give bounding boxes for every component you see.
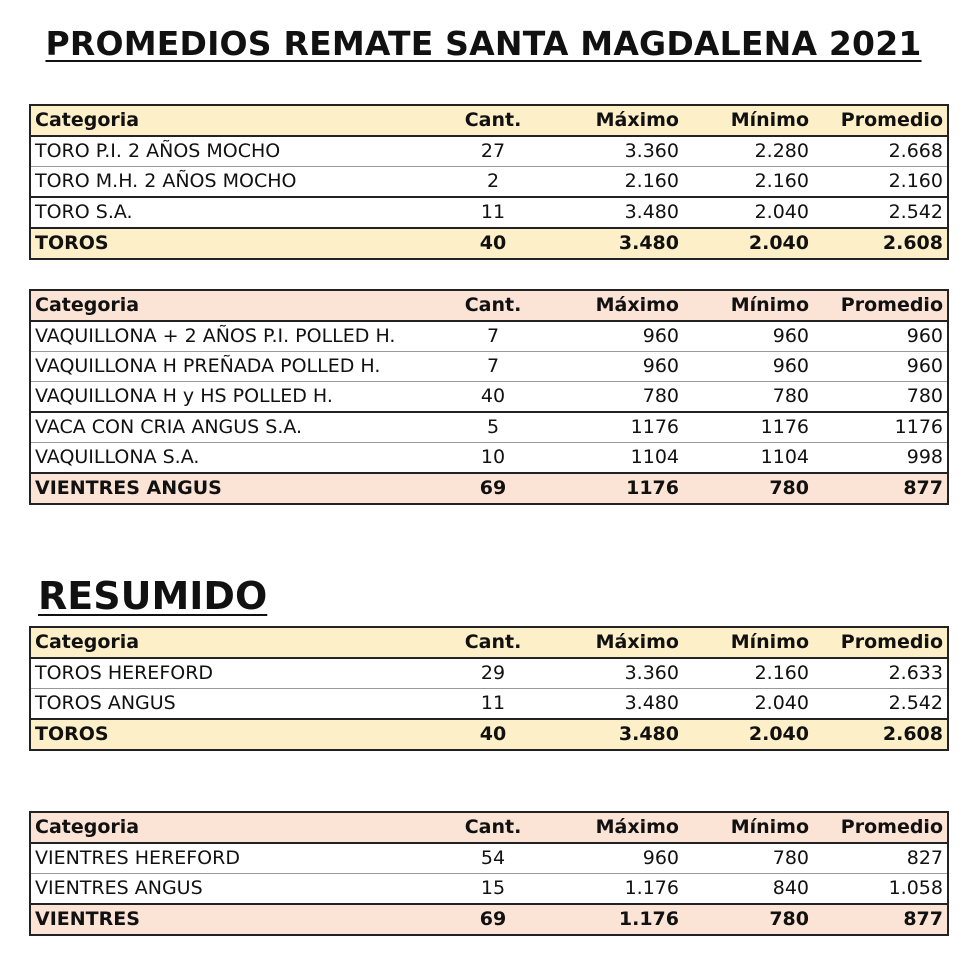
- cell-promedio: 827: [813, 843, 948, 874]
- table-header: [30, 290, 948, 321]
- total-cant: 40: [428, 228, 558, 259]
- cell-promedio: 2.542: [813, 197, 948, 228]
- cell-promedio: 2.160: [813, 167, 948, 198]
- total-row: [30, 473, 948, 504]
- cell-promedio: 2.633: [813, 658, 948, 689]
- table-resumido-vientres: [29, 811, 949, 936]
- cell-promedio: 960: [813, 321, 948, 352]
- cell-categoria: VAQUILLONA H y HS POLLED H.: [30, 382, 428, 413]
- cell-maximo: 960: [558, 321, 683, 352]
- table-vientres-angus: [29, 289, 949, 505]
- cell-maximo: 3.360: [558, 658, 683, 689]
- header-categoria: Categoria: [30, 105, 428, 136]
- header-promedio: Promedio: [813, 812, 948, 843]
- cell-maximo: 1104: [558, 443, 683, 474]
- header-minimo: Mínimo: [683, 627, 813, 658]
- cell-minimo: 2.160: [683, 658, 813, 689]
- cell-categoria: VIENTRES ANGUS: [30, 874, 428, 905]
- total-minimo: 2.040: [683, 719, 813, 750]
- header-categoria: Categoria: [30, 627, 428, 658]
- header-categoria: Categoria: [30, 290, 428, 321]
- total-promedio: 877: [813, 473, 948, 504]
- cell-cant: 7: [428, 352, 558, 382]
- cell-minimo: 2.040: [683, 197, 813, 228]
- cell-minimo: 840: [683, 874, 813, 905]
- table-row: [30, 197, 948, 228]
- total-promedio: 2.608: [813, 719, 948, 750]
- cell-minimo: 2.040: [683, 689, 813, 720]
- cell-categoria: VAQUILLONA H PREÑADA POLLED H.: [30, 352, 428, 382]
- cell-cant: 10: [428, 443, 558, 474]
- total-row: [30, 228, 948, 259]
- header-minimo: Mínimo: [683, 812, 813, 843]
- table-header: [30, 105, 948, 136]
- cell-categoria: TOROS HEREFORD: [30, 658, 428, 689]
- total-maximo: 1.176: [558, 904, 683, 935]
- cell-cant: 40: [428, 382, 558, 413]
- cell-maximo: 960: [558, 843, 683, 874]
- table-row: [30, 167, 948, 198]
- header-minimo: Mínimo: [683, 290, 813, 321]
- header-cant: Cant.: [428, 812, 558, 843]
- cell-cant: 11: [428, 197, 558, 228]
- header-promedio: Promedio: [813, 290, 948, 321]
- header-maximo: Máximo: [558, 627, 683, 658]
- total-cant: 40: [428, 719, 558, 750]
- cell-cant: 15: [428, 874, 558, 905]
- cell-maximo: 3.360: [558, 136, 683, 167]
- table-row: [30, 443, 948, 474]
- total-categoria: VIENTRES ANGUS: [30, 473, 428, 504]
- total-categoria: TOROS: [30, 719, 428, 750]
- table-header: [30, 812, 948, 843]
- header-maximo: Máximo: [558, 812, 683, 843]
- cell-categoria: TORO S.A.: [30, 197, 428, 228]
- table-resumido-toros: [29, 626, 949, 751]
- total-categoria: VIENTRES: [30, 904, 428, 935]
- cell-categoria: VAQUILLONA S.A.: [30, 443, 428, 474]
- table-row: [30, 321, 948, 352]
- cell-categoria: TORO M.H. 2 AÑOS MOCHO: [30, 167, 428, 198]
- cell-cant: 2: [428, 167, 558, 198]
- cell-minimo: 1104: [683, 443, 813, 474]
- cell-minimo: 2.160: [683, 167, 813, 198]
- total-maximo: 3.480: [558, 719, 683, 750]
- header-promedio: Promedio: [813, 105, 948, 136]
- total-cant: 69: [428, 904, 558, 935]
- cell-categoria: VACA CON CRIA ANGUS S.A.: [30, 412, 428, 443]
- total-maximo: 1176: [558, 473, 683, 504]
- cell-maximo: 2.160: [558, 167, 683, 198]
- cell-maximo: 3.480: [558, 689, 683, 720]
- cell-categoria: VIENTRES HEREFORD: [30, 843, 428, 874]
- cell-promedio: 1176: [813, 412, 948, 443]
- cell-promedio: 1.058: [813, 874, 948, 905]
- cell-promedio: 780: [813, 382, 948, 413]
- cell-maximo: 960: [558, 352, 683, 382]
- cell-promedio: 960: [813, 352, 948, 382]
- cell-cant: 5: [428, 412, 558, 443]
- cell-minimo: 1176: [683, 412, 813, 443]
- total-row: [30, 719, 948, 750]
- cell-cant: 29: [428, 658, 558, 689]
- total-promedio: 2.608: [813, 228, 948, 259]
- cell-minimo: 2.280: [683, 136, 813, 167]
- table-row: [30, 352, 948, 382]
- total-cant: 69: [428, 473, 558, 504]
- cell-maximo: 1.176: [558, 874, 683, 905]
- section-title: RESUMIDO: [38, 574, 268, 618]
- cell-minimo: 780: [683, 843, 813, 874]
- cell-minimo: 780: [683, 382, 813, 413]
- header-cant: Cant.: [428, 627, 558, 658]
- cell-cant: 11: [428, 689, 558, 720]
- cell-categoria: VAQUILLONA + 2 AÑOS P.I. POLLED H.: [30, 321, 428, 352]
- total-maximo: 3.480: [558, 228, 683, 259]
- header-maximo: Máximo: [558, 290, 683, 321]
- cell-minimo: 960: [683, 321, 813, 352]
- total-promedio: 877: [813, 904, 948, 935]
- cell-cant: 27: [428, 136, 558, 167]
- table-row: [30, 689, 948, 720]
- table-row: [30, 382, 948, 413]
- cell-minimo: 960: [683, 352, 813, 382]
- cell-cant: 7: [428, 321, 558, 352]
- cell-maximo: 1176: [558, 412, 683, 443]
- cell-cant: 54: [428, 843, 558, 874]
- total-minimo: 780: [683, 904, 813, 935]
- cell-promedio: 998: [813, 443, 948, 474]
- cell-maximo: 780: [558, 382, 683, 413]
- table-row: [30, 874, 948, 905]
- header-promedio: Promedio: [813, 627, 948, 658]
- header-cant: Cant.: [428, 105, 558, 136]
- total-categoria: TOROS: [30, 228, 428, 259]
- total-row: [30, 904, 948, 935]
- page-title: PROMEDIOS REMATE SANTA MAGDALENA 2021: [45, 24, 922, 63]
- cell-promedio: 2.542: [813, 689, 948, 720]
- total-minimo: 2.040: [683, 228, 813, 259]
- cell-categoria: TORO P.I. 2 AÑOS MOCHO: [30, 136, 428, 167]
- table-toros: [29, 104, 949, 260]
- table-row: [30, 136, 948, 167]
- cell-categoria: TOROS ANGUS: [30, 689, 428, 720]
- table-header: [30, 627, 948, 658]
- header-minimo: Mínimo: [683, 105, 813, 136]
- table-row: [30, 658, 948, 689]
- header-maximo: Máximo: [558, 105, 683, 136]
- header-categoria: Categoria: [30, 812, 428, 843]
- table-row: [30, 843, 948, 874]
- cell-promedio: 2.668: [813, 136, 948, 167]
- total-minimo: 780: [683, 473, 813, 504]
- header-cant: Cant.: [428, 290, 558, 321]
- cell-maximo: 3.480: [558, 197, 683, 228]
- table-row: [30, 412, 948, 443]
